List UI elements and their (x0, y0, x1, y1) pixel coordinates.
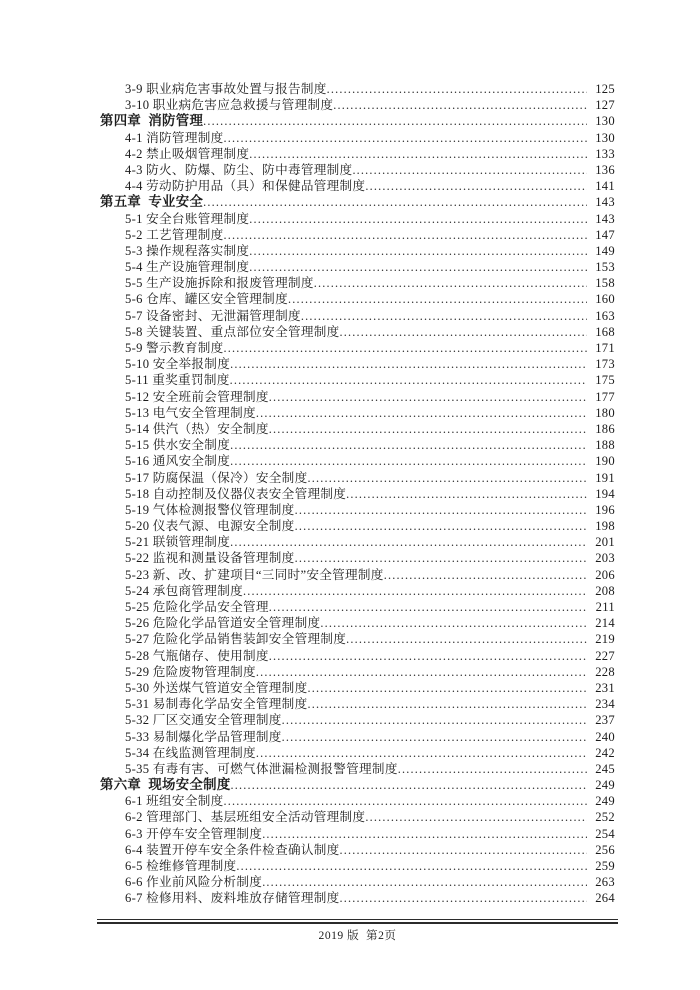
toc-leader-dots (333, 97, 587, 113)
toc-entry-page: 147 (595, 227, 615, 242)
toc-item-row (100, 162, 615, 178)
toc-entry-label: 5-12 安全班前会管理制度 (125, 389, 269, 404)
toc-item-row (100, 615, 615, 631)
page-footer: 2019 版 第2页 (318, 929, 397, 942)
toc-entry-label: 4-2 禁止吸烟管理制度 (125, 146, 250, 161)
toc-leader-dots (230, 534, 587, 550)
toc-leader-dots (224, 340, 588, 356)
toc-entry-page: 133 (595, 146, 615, 161)
toc-leader-dots (352, 162, 587, 178)
toc-leader-dots (230, 437, 587, 453)
toc-entry-label: 5-18 自动控制及仪器仪表安全管理制度 (125, 486, 347, 501)
toc-entry-page: 263 (595, 875, 615, 890)
toc-leader-dots (340, 842, 587, 858)
toc-entry-page: 252 (595, 810, 615, 825)
toc-entry-label: 5-29 危险废物管理制度 (125, 664, 256, 679)
toc-entry-page: 127 (595, 98, 615, 113)
toc-item-row (100, 502, 615, 518)
toc-entry-label: 5-11 重奖重罚制度 (125, 373, 230, 388)
toc-leader-dots (269, 599, 587, 615)
toc-entry-label: 5-21 联锁管理制度 (125, 535, 231, 550)
toc-item-row (100, 648, 615, 664)
toc-entry-page: 141 (595, 179, 615, 194)
toc-item-row (100, 486, 615, 502)
toc-chapter-row (100, 777, 615, 793)
toc-entry-label: 3-10 职业病危害应急救援与管理制度 (125, 98, 334, 113)
toc-item-row (100, 680, 615, 696)
toc-item-row (100, 81, 615, 97)
toc-entry-label: 6-3 开停车安全管理制度 (125, 826, 263, 841)
toc-item-row (100, 809, 615, 825)
toc-item-row (100, 664, 615, 680)
toc-entry-page: 130 (595, 130, 615, 145)
toc-leader-dots (224, 227, 588, 243)
toc-entry-label: 5-31 易制毒化学品安全管理制度 (125, 697, 308, 712)
toc-entry-page: 177 (595, 389, 615, 404)
toc-leader-dots (365, 809, 587, 825)
toc-leader-dots (243, 583, 587, 599)
toc-item-row (100, 421, 615, 437)
toc-entry-label: 5-13 电气安全管理制度 (125, 405, 256, 420)
toc-leader-dots (262, 874, 587, 890)
toc-entry-page: 194 (595, 486, 615, 501)
toc-entry-page: 201 (595, 535, 615, 550)
toc-chapter-row (100, 194, 615, 210)
toc-entry-page: 240 (595, 729, 615, 744)
toc-leader-dots (269, 421, 587, 437)
toc-entry-page: 234 (595, 697, 615, 712)
toc-entry-label: 5-32 厂区交通安全管理制度 (125, 713, 282, 728)
toc-item-row (100, 583, 615, 599)
toc-item-row (100, 291, 615, 307)
toc-item-row (100, 372, 615, 388)
toc-entry-label: 5-30 外送煤气管道安全管理制度 (125, 680, 308, 695)
toc-entry-page: 264 (595, 891, 615, 906)
toc-entry-label: 4-4 劳动防护用品（具）和保健品管理制度 (125, 179, 366, 194)
toc-leader-dots (282, 712, 587, 728)
toc-leader-dots (230, 356, 587, 372)
toc-item-row (100, 340, 615, 356)
toc-item-row (100, 567, 615, 583)
toc-entry-page: 256 (595, 842, 615, 857)
toc-item-row (100, 631, 615, 647)
toc-leader-dots (301, 308, 587, 324)
toc-leader-dots (295, 550, 587, 566)
toc-leader-dots (203, 113, 587, 129)
toc-entry-page: 153 (595, 260, 615, 275)
toc-item-row (100, 259, 615, 275)
toc-leader-dots (340, 324, 587, 340)
toc-item-row (100, 437, 615, 453)
toc-entry-page: 196 (595, 502, 615, 517)
toc-entry-label: 第四章 消防管理 (100, 113, 204, 129)
toc-entry-page: 173 (595, 357, 615, 372)
toc-entry-label: 6-4 装置开停车安全条件检查确认制度 (125, 842, 340, 857)
toc-leader-dots (384, 567, 587, 583)
toc-entry-label: 5-28 气瓶储存、使用制度 (125, 648, 269, 663)
toc-entry-label: 5-1 安全台账管理制度 (125, 211, 250, 226)
toc-entry-label: 5-27 危险化学品销售装卸安全管理制度 (125, 632, 347, 647)
toc-item-row (100, 97, 615, 113)
toc-item-row (100, 890, 615, 906)
footer-rule (97, 919, 618, 924)
toc-chapter-row (100, 113, 615, 129)
toc-leader-dots (249, 259, 587, 275)
toc-leader-dots (231, 777, 587, 793)
toc-item-row (100, 761, 615, 777)
toc-entry-page: 188 (595, 438, 615, 453)
toc-entry-page: 191 (595, 470, 615, 485)
toc-entry-label: 5-17 防腐保温（保冷）安全制度 (125, 470, 308, 485)
toc-item-row (100, 453, 615, 469)
toc-leader-dots (346, 631, 587, 647)
toc-entry-page: 143 (595, 195, 615, 210)
toc-entry-page: 136 (595, 162, 615, 177)
footer-rule-thick-line (97, 922, 618, 925)
toc-entry-page: 249 (595, 778, 615, 793)
toc-leader-dots (307, 680, 587, 696)
toc-item-row (100, 178, 615, 194)
toc-item-row (100, 745, 615, 761)
toc-item-row (100, 518, 615, 534)
toc-entry-label: 5-24 承包商管理制度 (125, 583, 243, 598)
toc-entry-page: 249 (595, 794, 615, 809)
toc-leader-dots (249, 243, 587, 259)
toc-leader-dots (203, 194, 587, 210)
toc-entry-page: 186 (595, 421, 615, 436)
toc-leader-dots (365, 178, 587, 194)
toc-leader-dots (230, 453, 587, 469)
toc-leader-dots (327, 81, 587, 97)
toc-leader-dots (288, 291, 587, 307)
toc-entry-label: 5-9 警示教育制度 (125, 341, 224, 355)
toc-entry-page: 254 (595, 826, 615, 841)
toc-item-row (100, 227, 615, 243)
toc-entry-label: 第六章 现场安全制度 (100, 777, 231, 793)
toc-entry-label: 5-34 在线监测管理制度 (125, 745, 256, 760)
toc-item-row (100, 130, 615, 146)
toc-item-row (100, 712, 615, 728)
toc-entry-page: 190 (595, 454, 615, 469)
toc-entry-page: 175 (595, 373, 615, 388)
toc-entry-label: 5-5 生产设施拆除和报废管理制度 (125, 276, 314, 291)
toc-entry-page: 245 (595, 761, 615, 776)
toc-entry-page: 143 (595, 211, 615, 226)
toc-entry-page: 206 (595, 567, 615, 582)
toc-item-row (100, 470, 615, 486)
toc-item-row (100, 405, 615, 421)
toc-entry-label: 5-8 关键装置、重点部位安全管理制度 (125, 324, 340, 339)
toc-leader-dots (269, 389, 587, 405)
toc-entry-label: 5-6 仓库、罐区安全管理制度 (125, 292, 288, 307)
toc-entry-page: 219 (595, 632, 615, 647)
toc-item-row (100, 534, 615, 550)
toc-entry-page: 208 (595, 583, 615, 598)
toc-entry-page: 231 (595, 680, 615, 695)
toc-item-row (100, 729, 615, 745)
toc-entry-label: 5-7 设备密封、无泄漏管理制度 (125, 308, 301, 323)
toc-item-row (100, 826, 615, 842)
toc-leader-dots (295, 502, 587, 518)
toc-entry-label: 5-4 生产设施管理制度 (125, 260, 250, 275)
toc-leader-dots (262, 826, 587, 842)
toc-entry-label: 5-23 新、改、扩建项目“三同时”安全管理制度 (125, 567, 384, 582)
toc-item-row (100, 842, 615, 858)
toc-entry-page: 171 (595, 341, 615, 355)
toc-entry-label: 5-10 安全举报制度 (125, 357, 231, 372)
toc-item-row (100, 599, 615, 615)
toc-entry-page: 158 (595, 276, 615, 291)
toc-entry-label: 4-3 防火、防爆、防尘、防中毒管理制度 (125, 162, 353, 177)
toc-entry-label: 6-7 检修用料、废料堆放存储管理制度 (125, 891, 340, 906)
toc-leader-dots (256, 405, 587, 421)
toc-entry-page: 203 (595, 551, 615, 566)
toc-entry-page: 149 (595, 243, 615, 258)
toc-entry-label: 6-6 作业前风险分析制度 (125, 875, 263, 890)
toc-leader-dots (307, 696, 587, 712)
toc-entry-page: 125 (595, 82, 615, 96)
toc-entry-label: 5-19 气体检测报警仪管理制度 (125, 502, 295, 517)
toc-entry-page: 160 (595, 292, 615, 307)
toc-entry-label: 5-3 操作规程落实制度 (125, 243, 250, 258)
toc-item-row (100, 211, 615, 227)
toc-entry-label: 第五章 专业安全 (100, 194, 204, 210)
toc-leader-dots (340, 890, 587, 906)
toc-entry-page: 227 (595, 648, 615, 663)
toc-entry-page: 237 (595, 713, 615, 728)
toc-entry-label: 5-25 危险化学品安全管理 (125, 600, 269, 614)
toc-leader-dots (256, 664, 587, 680)
toc-leader-dots (230, 372, 587, 388)
toc-item-row (100, 874, 615, 890)
toc-leader-dots (236, 858, 587, 874)
toc-item-row (100, 389, 615, 405)
toc-entry-label: 6-5 检维修管理制度 (125, 859, 237, 873)
toc-entry-label: 5-14 供汽（热）安全制度 (125, 421, 269, 436)
toc-entry-label: 5-26 危险化学品管道安全管理制度 (125, 616, 321, 631)
toc-leader-dots (295, 518, 587, 534)
toc-leader-dots (282, 729, 587, 745)
toc-leader-dots (249, 211, 587, 227)
toc-leader-dots (224, 793, 588, 809)
toc-list (100, 81, 615, 907)
toc-item-row (100, 550, 615, 566)
toc-entry-label: 5-22 监视和测量设备管理制度 (125, 551, 295, 566)
toc-leader-dots (320, 615, 587, 631)
toc-entry-label: 5-2 工艺管理制度 (125, 227, 224, 242)
toc-item-row (100, 696, 615, 712)
toc-entry-label: 5-16 通风安全制度 (125, 454, 231, 469)
toc-entry-page: 130 (595, 114, 615, 129)
toc-entry-page: 163 (595, 308, 615, 323)
toc-item-row (100, 858, 615, 874)
toc-item-row (100, 243, 615, 259)
toc-leader-dots (249, 146, 587, 162)
toc-entry-label: 6-2 管理部门、基层班组安全活动管理制度 (125, 810, 366, 825)
toc-entry-label: 5-15 供水安全制度 (125, 438, 231, 453)
toc-item-row (100, 793, 615, 809)
toc-entry-page: 211 (595, 600, 615, 614)
toc-entry-label: 5-35 有毒有害、可燃气体泄漏检测报警管理制度 (125, 761, 398, 776)
toc-entry-page: 168 (595, 324, 615, 339)
toc-item-row (100, 324, 615, 340)
toc-item-row (100, 356, 615, 372)
toc-item-row (100, 275, 615, 291)
toc-leader-dots (398, 761, 587, 777)
toc-entry-label: 3-9 职业病危害事故处置与报告制度 (125, 82, 327, 96)
toc-leader-dots (314, 275, 587, 291)
toc-entry-page: 242 (595, 745, 615, 760)
toc-entry-label: 5-33 易制爆化学品管理制度 (125, 729, 282, 744)
toc-entry-page: 259 (595, 859, 615, 873)
toc-entry-page: 180 (595, 405, 615, 420)
toc-entry-label: 4-1 消防管理制度 (125, 130, 224, 145)
toc-entry-page: 198 (595, 519, 615, 534)
toc-item-row (100, 146, 615, 162)
toc-leader-dots (256, 745, 587, 761)
toc-leader-dots (346, 486, 587, 502)
toc-item-row (100, 308, 615, 324)
toc-entry-page: 228 (595, 664, 615, 679)
toc-leader-dots (224, 130, 588, 146)
toc-entry-label: 5-20 仪表气源、电源安全制度 (125, 519, 295, 534)
toc-leader-dots (269, 648, 587, 664)
toc-leader-dots (307, 470, 587, 486)
toc-entry-label: 6-1 班组安全制度 (125, 794, 224, 809)
toc-entry-page: 214 (595, 616, 615, 631)
